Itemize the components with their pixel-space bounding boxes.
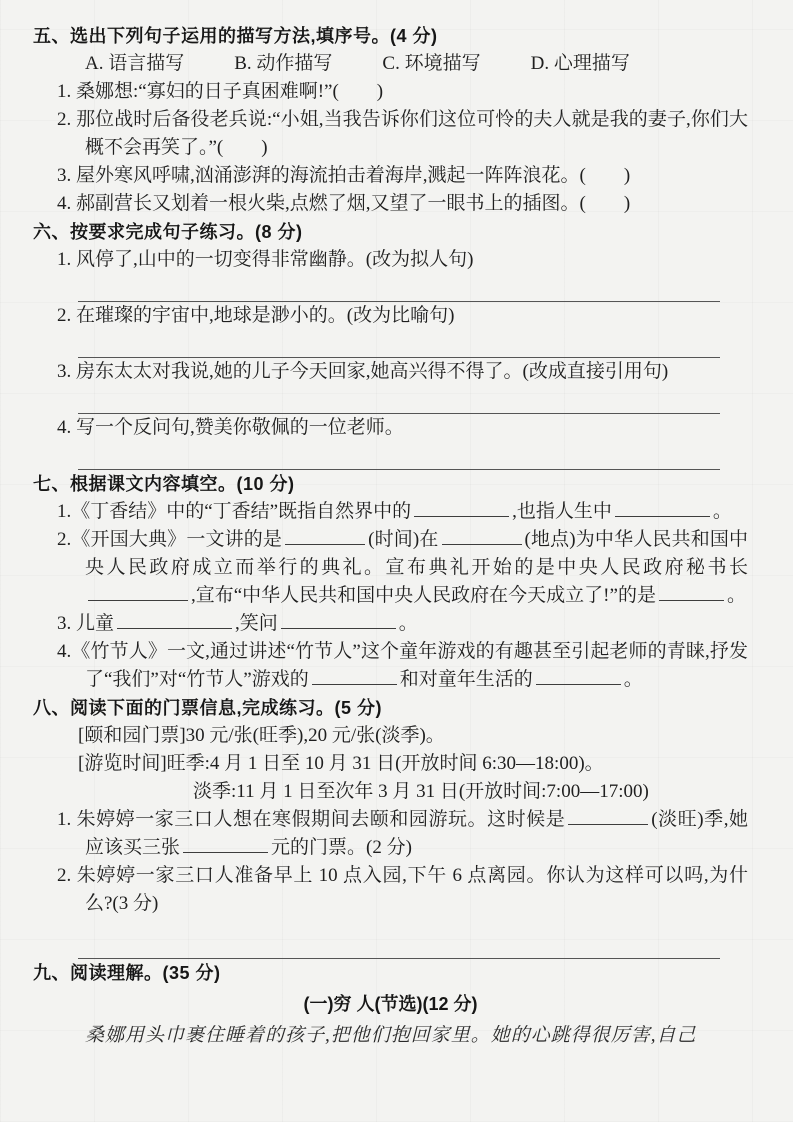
- section-heading: 九、阅读理解。(35 分): [33, 963, 221, 983]
- section-5: [33, 22, 748, 218]
- question-item: [57, 610, 748, 638]
- option-a: A. 语言描写: [85, 53, 185, 74]
- question-text: 2.《开国大典》一文讲的是: [57, 529, 283, 550]
- answer-blank: [312, 668, 397, 685]
- question-text: (淡旺)季,她应该买三张: [85, 809, 748, 858]
- question-text: 4.《竹节人》一文,通过讲述“竹节人”这个童年游戏的有趣甚至引起老师的青睐,抒发了“我们”对“竹节人”游戏的: [57, 641, 748, 690]
- question-item: 4. 写一个反问句,赞美你敬佩的一位老师。: [57, 417, 404, 438]
- section-7: [33, 470, 748, 694]
- question-item: [57, 806, 748, 862]
- question-text: (地点)为中华人民共和国中央人民政府成立而举行的典礼。宣布典礼开始的是中央人民政府秘书长: [85, 529, 749, 578]
- answer-writing-line: [78, 386, 720, 414]
- answer-blank: [659, 584, 724, 601]
- question-text: 1.《丁香结》中的“丁香结”既指自然界中的: [57, 501, 412, 522]
- question-item: 3. 屋外寒风呼啸,汹涌澎湃的海流拍击着海岸,溅起一阵阵浪花。( ): [57, 165, 631, 186]
- passage-title: (一)穷 人(节选)(12 分): [303, 994, 478, 1014]
- question-text: (时间)在: [368, 529, 439, 550]
- section-heading: 五、选出下列句子运用的描写方法,填序号。(4 分): [33, 26, 438, 46]
- question-text: ,宣布“中华人民共和国中央人民政府在今天成立了!”的是: [191, 585, 656, 606]
- section-6: [33, 218, 748, 470]
- answer-writing-line: [78, 330, 720, 358]
- section-8: [33, 694, 748, 959]
- passage-text: 桑娜用头巾裹住睡着的孩子,把他们抱回家里。她的心跳得很厉害,自己: [85, 1025, 697, 1046]
- question-item: 2. 朱婷婷一家三口人准备早上 10 点入园,下午 6 点离园。你认为这样可以吗,为什么?(3 分): [57, 865, 748, 914]
- answer-blank: [117, 612, 232, 629]
- question-text: 。: [398, 613, 418, 634]
- question-item: 2. 在璀璨的宇宙中,地球是渺小的。(改为比喻句): [57, 305, 455, 326]
- question-text: ,也指人生中: [512, 501, 612, 522]
- answer-blank: [442, 528, 522, 545]
- section-heading: 八、阅读下面的门票信息,完成练习。(5 分): [33, 698, 382, 718]
- question-text: 元的门票。(2 分): [271, 837, 412, 858]
- ticket-time-line: [游览时间]旺季:4 月 1 日至 10 月 31 日(开放时间 6:30—18:00)。: [78, 753, 604, 774]
- question-item: 1. 风停了,山中的一切变得非常幽静。(改为拟人句): [57, 249, 474, 270]
- option-b: B. 动作描写: [234, 53, 333, 74]
- question-item: 1. 桑娜想:“寡妇的日子真困难啊!”( ): [57, 81, 384, 102]
- option-d: D. 心理描写: [530, 53, 630, 74]
- section-heading: 六、按要求完成句子练习。(8 分): [33, 222, 303, 242]
- question-text: 。: [623, 669, 643, 690]
- answer-blank: [183, 836, 268, 853]
- answer-blank: [281, 612, 396, 629]
- answer-writing-line: [78, 442, 720, 470]
- question-text: 。: [726, 585, 746, 606]
- question-item: [57, 526, 748, 610]
- question-item: 3. 房东太太对我说,她的儿子今天回家,她高兴得不得了。(改成直接引用句): [57, 361, 669, 382]
- ticket-time-line-2: 淡季:11 月 1 日至次年 3 月 31 日(开放时间:7:00—17:00): [193, 781, 649, 802]
- question-item: [57, 498, 748, 526]
- question-text: 1. 朱婷婷一家三口人想在寒假期间去颐和园游玩。这时候是: [57, 809, 566, 830]
- section-9: [33, 959, 748, 1051]
- question-item: 4. 郝副营长又划着一根火柴,点燃了烟,又望了一眼书上的插图。( ): [57, 193, 631, 214]
- answer-blank: [568, 808, 648, 825]
- answer-writing-line: [78, 274, 720, 302]
- answer-blank: [536, 668, 621, 685]
- answer-blank: [414, 500, 509, 517]
- question-text: 和对童年生活的: [399, 669, 533, 690]
- question-item: [57, 638, 748, 694]
- question-text: 3. 儿童: [57, 613, 115, 634]
- ticket-price-line: [颐和园门票]30 元/张(旺季),20 元/张(淡季)。: [78, 725, 445, 746]
- answer-blank: [615, 500, 710, 517]
- choice-options-row: [85, 50, 748, 78]
- answer-blank: [88, 584, 188, 601]
- answer-blank: [285, 528, 365, 545]
- question-text: ,笑问: [235, 613, 278, 634]
- section-heading: 七、根据课文内容填空。(10 分): [33, 474, 295, 494]
- question-item: 2. 那位战时后备役老兵说:“小姐,当我告诉你们这位可怜的夫人就是我的妻子,你们大概不会再笑了。”( ): [57, 109, 748, 158]
- question-text: 。: [712, 501, 732, 522]
- option-c: C. 环境描写: [382, 53, 481, 74]
- answer-writing-line: [78, 918, 720, 959]
